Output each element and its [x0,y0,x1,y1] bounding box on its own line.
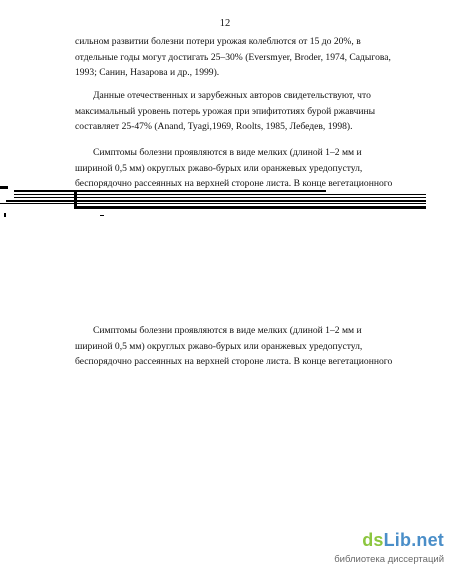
paragraph-line: 1993; Санин, Назарова и др., 1999). [75,67,220,79]
artifact-bar [0,186,8,189]
paragraph-line: шириной 0,5 мм) округлых ржаво-бурых или оранжевых уредопустул, [75,162,363,174]
artifact-bar [74,191,77,209]
paragraph-3 [75,145,401,192]
dslib-logo [362,530,444,551]
paragraph-line: сильном развитии болезни потери урожая колеблются от 15 до 20%, в [75,36,361,47]
artifact-bar [4,213,6,217]
paragraph-line: беспорядочно рассеянных на верхней стороне листа. В конце вегетационного [75,178,393,190]
paragraph-line: Данные отечественных и зарубежных авторов свидетельствуют, что [93,90,371,101]
paragraph-line: Симптомы болезни проявляются в виде мелких (длиной 1–2 мм и [93,147,362,158]
logo-ds: ds [362,530,384,550]
paragraph-line: шириной 0,5 мм) округлых ржаво-бурых или оранжевых уредопустул, [75,340,363,352]
logo-lib: Lib [383,530,412,550]
paragraph-line: отдельные годы могут достигать 25–30% (Eversmyer, Broder, 1974, Садыгова, [75,51,391,63]
paragraph-line: Симптомы болезни проявляются в виде мелких (длиной 1–2 мм и [93,325,362,336]
artifact-bar [74,206,426,209]
dslib-watermark [320,530,444,570]
paragraph-2 [75,88,401,135]
page-number: 12 [219,18,231,29]
artifact-bar [0,203,426,204]
artifact-bar [14,190,326,192]
paragraph-line: беспорядочно рассеянных на верхней стороне листа. В конце вегетационного [75,356,393,368]
artifact-bar [100,215,104,216]
watermark-subtitle: библиотека диссертаций [334,554,444,565]
logo-net: .net [411,530,444,550]
paragraph-4 [75,323,401,370]
artifact-bar [6,200,426,202]
paragraph-line: составляет 25-47% (Anand, Tyagi,1969, Roolts, 1985, Лебедев, 1998). [75,121,353,133]
paragraph-line: максимальный уровень потерь урожая при эпифитотиях бурой ржавчины [75,105,376,117]
paragraph-1 [75,34,401,81]
